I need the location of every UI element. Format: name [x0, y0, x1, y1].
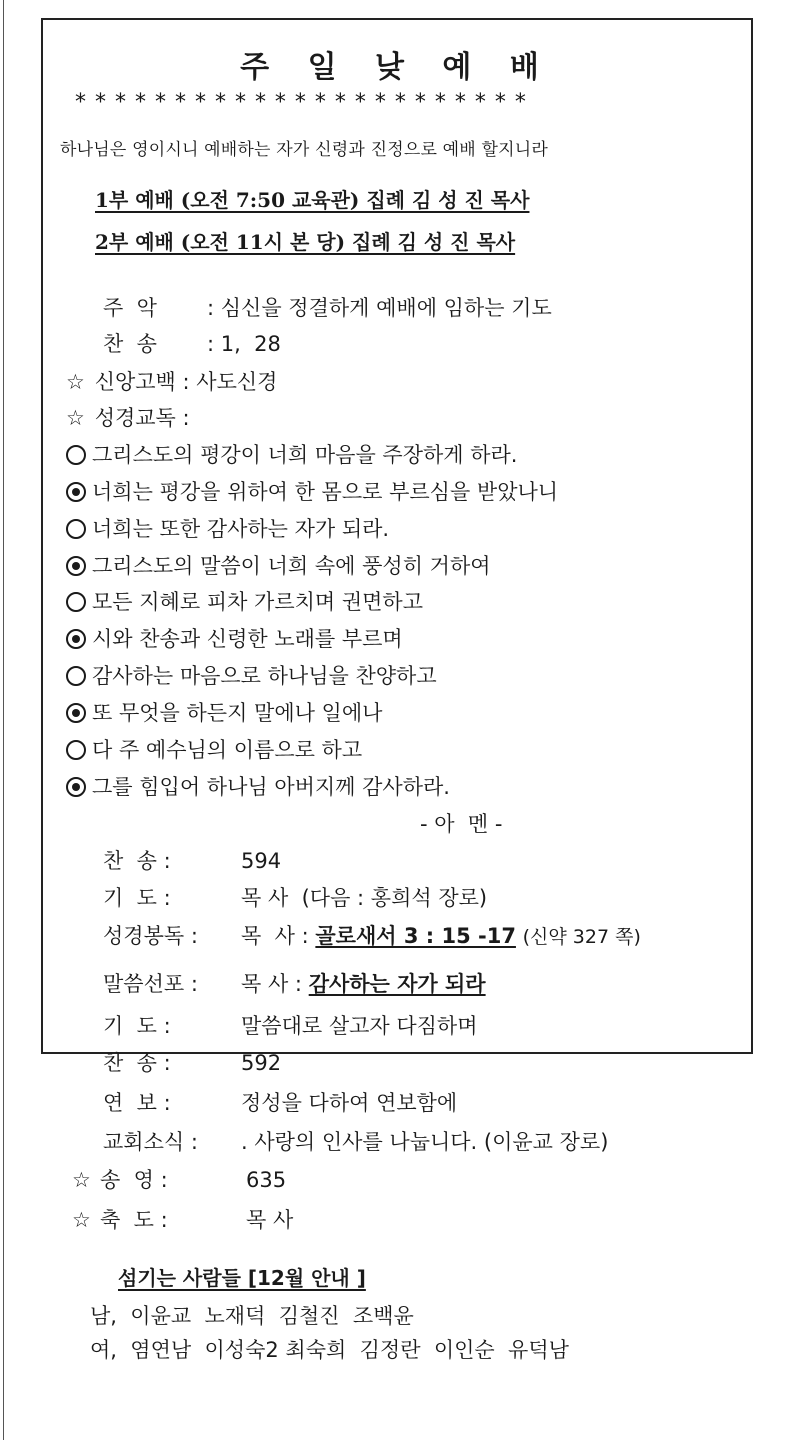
- offering-label: 연 보 :: [103, 1091, 171, 1115]
- open-circle-icon: [66, 740, 86, 760]
- reading-text: 모든 지혜로 피차 가르치며 권면하고: [92, 590, 423, 614]
- reading-text: 다 주 예수님의 이름으로 하고: [92, 738, 363, 762]
- page-title: 주 일 낮 예 배: [240, 50, 553, 85]
- reading-header-row: [66, 406, 190, 430]
- reading-line-9: [66, 738, 362, 762]
- reading-text: 시와 찬송과 신령한 노래를 부르며: [92, 627, 403, 651]
- prayer-label: 기 도 :: [103, 1014, 171, 1038]
- doxology-row: [72, 1168, 286, 1192]
- star-mark-icon: ☆: [72, 1168, 91, 1192]
- hymn-label: 찬 송 :: [103, 1051, 171, 1075]
- filled-circle-icon: [66, 629, 86, 649]
- filled-circle-icon: [66, 482, 86, 502]
- creed-row: [66, 370, 277, 394]
- doxology-value: 635: [246, 1168, 287, 1192]
- prayer-row-1: [103, 886, 487, 910]
- prayer-row-2: [103, 1014, 478, 1038]
- reading-line-5: [66, 590, 423, 614]
- news-value: . 사랑의 인사를 나눕니다. (이윤교 장로): [241, 1130, 609, 1154]
- reading-line-4: [66, 554, 491, 578]
- reading-text: 감사하는 마음으로 하나님을 찬양하고: [92, 664, 437, 688]
- reading-line-8: [66, 701, 382, 725]
- benediction-row: [72, 1208, 293, 1232]
- scripture-passage: 골로새서 3 : 15 -17: [315, 924, 516, 948]
- open-circle-icon: [66, 519, 86, 539]
- filled-circle-icon: [66, 703, 86, 723]
- hymn-value: 592: [241, 1051, 282, 1075]
- reading-line-1: [66, 443, 517, 467]
- open-circle-icon: [66, 445, 86, 465]
- reading-line-3: [66, 517, 389, 541]
- sermon-label: 말씀선포 :: [103, 972, 198, 996]
- news-row: [103, 1130, 608, 1154]
- star-mark-icon: ☆: [66, 406, 85, 430]
- amen: - 아 멘 -: [420, 812, 503, 836]
- service-second: 2부 예배 (오전 11시 본 당) 집례 김 성 진 목사: [95, 230, 516, 254]
- prayer-value: 말씀대로 살고자 다짐하며: [241, 1014, 478, 1038]
- hymn-value: 594: [241, 849, 282, 873]
- reading-header-label: 성경교독: [94, 406, 176, 430]
- reading-line-10: [66, 775, 450, 799]
- hymn-row-2: [103, 1051, 281, 1075]
- hymn-row-1: [103, 849, 281, 873]
- service-first: 1부 예배 (오전 7:50 교육관) 집례 김 성 진 목사: [95, 188, 530, 212]
- reading-text: 그리스도의 평강이 너희 마음을 주장하게 하라.: [92, 443, 518, 467]
- sermon-title: 감사하는 자가 되라: [308, 972, 486, 996]
- prelude-sep: :: [207, 296, 221, 320]
- reading-text: 또 무엇을 하든지 말에나 일에나: [92, 701, 383, 725]
- servers-men: 남, 이윤교 노재덕 김철진 조백윤: [90, 1304, 414, 1328]
- hymn-opening-label: 찬 송: [103, 332, 157, 356]
- opening-verse: 하나님은 영이시니 예배하는 자가 신령과 진정으로 예배 할지니라: [60, 140, 549, 160]
- benediction-value: 목 사: [246, 1208, 294, 1232]
- sermon-row: [103, 972, 486, 996]
- prayer-value: 목 사 (다음 : 홍희석 장로): [241, 886, 488, 910]
- star-mark-icon: ☆: [66, 370, 85, 394]
- prelude-label: 주 악: [103, 296, 157, 320]
- scripture-page: (신약 327 쪽): [522, 926, 641, 948]
- scripture-prefix: 목 사 :: [241, 924, 309, 948]
- star-mark-icon: ☆: [72, 1208, 91, 1232]
- reading-text: 너희는 또한 감사하는 자가 되라.: [92, 517, 390, 541]
- benediction-label: 축 도 :: [100, 1208, 168, 1232]
- reading-line-6: [66, 627, 403, 651]
- prelude-value: 심신을 정결하게 예배에 임하는 기도: [220, 296, 552, 320]
- offering-value: 정성을 다하여 연보함에: [241, 1091, 458, 1115]
- open-circle-icon: [66, 666, 86, 686]
- prayer-label: 기 도 :: [103, 886, 171, 910]
- sermon-prefix: 목 사 :: [241, 972, 302, 996]
- reading-text: 그를 힘입어 하나님 아버지께 감사하라.: [92, 775, 450, 799]
- creed-sep: :: [182, 370, 197, 394]
- scripture-row: [103, 924, 641, 949]
- open-circle-icon: [66, 592, 86, 612]
- star-divider: * * * * * * * * * * * * * * * * * * * * * * *: [75, 90, 527, 115]
- news-label: 교회소식 :: [103, 1130, 198, 1154]
- servers-women: 여, 염연남 이성숙2 최숙희 김정란 이인순 유덕남: [90, 1338, 569, 1362]
- doxology-label: 송 영 :: [100, 1168, 168, 1192]
- reading-line-2: [66, 480, 558, 504]
- page-edge: [3, 0, 4, 1440]
- reading-text: 그리스도의 말씀이 너희 속에 풍성히 거하여: [92, 554, 491, 578]
- creed-label: 신앙고백: [94, 370, 176, 394]
- reading-text: 너희는 평강을 위하여 한 몸으로 부르심을 받았나니: [92, 480, 559, 504]
- reading-header-sep: :: [182, 406, 190, 430]
- servers-heading: 섬기는 사람들 [12월 안내 ]: [118, 1266, 366, 1290]
- hymn-opening-sep: :: [207, 332, 221, 356]
- hymn-label: 찬 송 :: [103, 849, 171, 873]
- offering-row: [103, 1091, 457, 1115]
- reading-line-7: [66, 664, 437, 688]
- creed-value: 사도신경: [196, 370, 278, 394]
- filled-circle-icon: [66, 777, 86, 797]
- hymn-opening-row: [103, 332, 281, 356]
- scripture-label: 성경봉독 :: [103, 924, 198, 948]
- prelude-row: [103, 296, 552, 320]
- hymn-opening-value: 1, 28: [220, 332, 281, 356]
- filled-circle-icon: [66, 556, 86, 576]
